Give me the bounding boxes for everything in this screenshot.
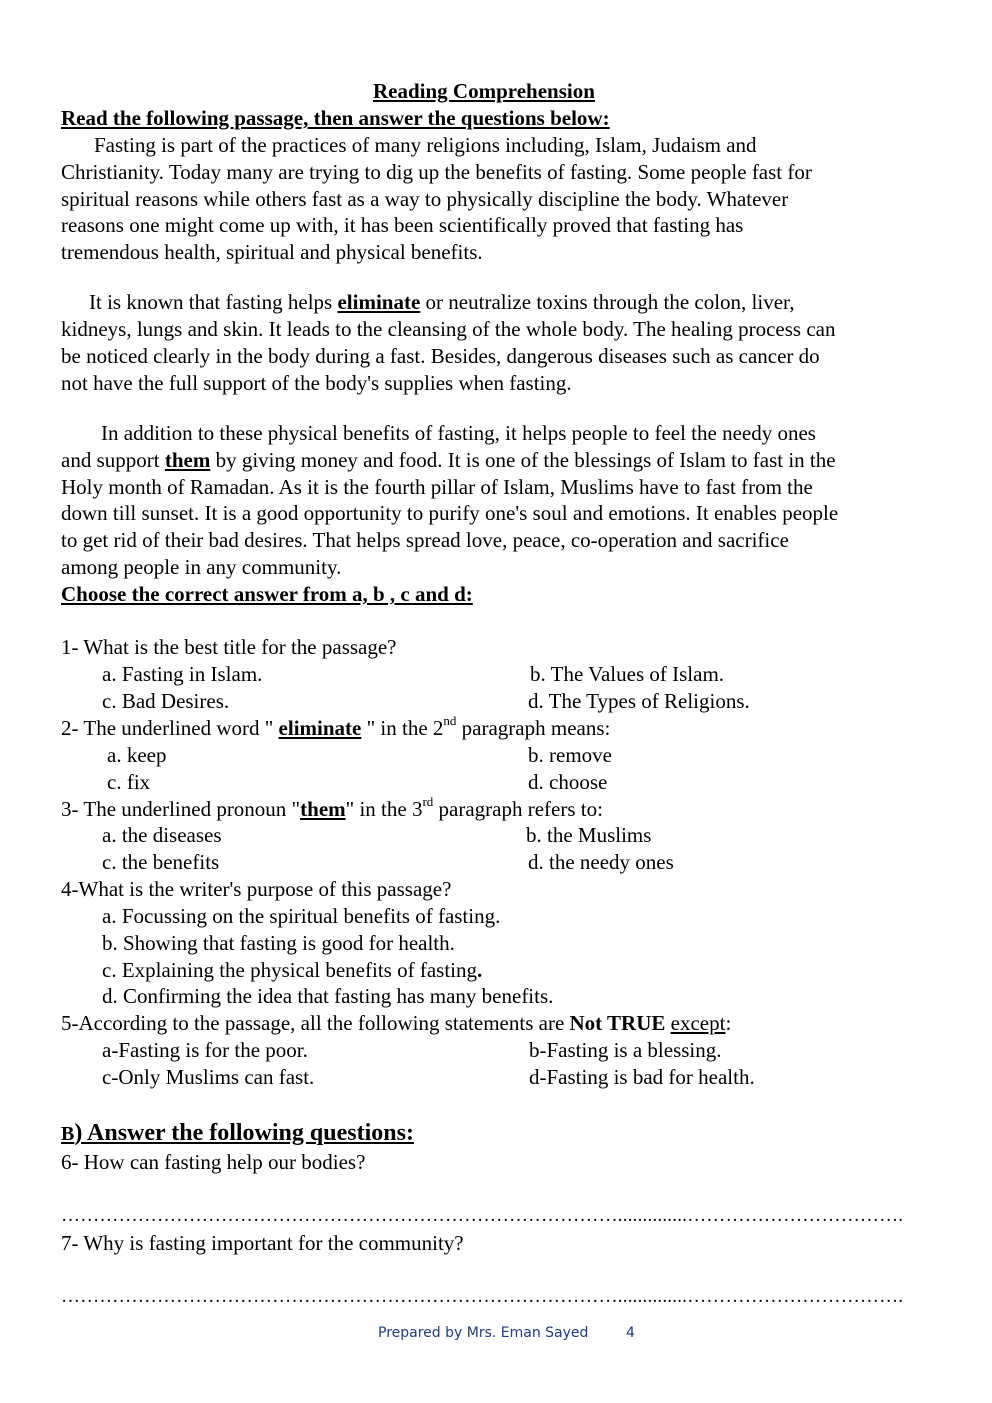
q5-text: 5-According to the passage, all the following statements are bbox=[61, 1011, 570, 1035]
passage-line: down till sunset. It is a good opportunity to purify one's soul and emotions. It enables people bbox=[61, 501, 839, 525]
section-b-title: ) Answer the following questions: bbox=[74, 1120, 414, 1146]
q1-option-c[interactable]: c. Bad Desires. bbox=[102, 689, 230, 713]
section-a-heading: Choose the correct answer from a, b , c and d: bbox=[61, 582, 473, 606]
passage-line: be noticed clearly in the body during a fast. Besides, dangerous diseases such as cancer do bbox=[61, 344, 820, 368]
q2-option-d[interactable]: d. choose bbox=[528, 770, 608, 794]
passage-text: It is known that fasting helps bbox=[89, 290, 338, 314]
passage-line: kidneys, lungs and skin. It leads to the cleansing of the whole body. The healing process can bbox=[61, 317, 836, 341]
q5-option-a[interactable]: a-Fasting is for the poor. bbox=[102, 1038, 308, 1062]
q2-option-b[interactable]: b. remove bbox=[528, 743, 612, 767]
passage-line bbox=[89, 292, 794, 313]
question-5 bbox=[61, 1013, 731, 1034]
page-footer bbox=[378, 1325, 635, 1341]
q3-keyword: them bbox=[300, 797, 346, 821]
footer-credit: Prepared by Mrs. Eman Sayed bbox=[378, 1325, 589, 1341]
q1-option-d[interactable]: d. The Types of Religions. bbox=[528, 689, 750, 713]
q5-text: : bbox=[725, 1011, 732, 1035]
q3-ordinal: rd bbox=[422, 794, 434, 809]
q4-option-b[interactable]: b. Showing that fasting is good for health. bbox=[102, 931, 455, 955]
passage-line: In addition to these physical benefits of fasting, it helps people to feel the needy ones bbox=[101, 421, 816, 445]
q5-option-b[interactable]: b-Fasting is a blessing. bbox=[529, 1038, 722, 1062]
q2-text: 2- The underlined word " bbox=[61, 716, 279, 740]
passage-line: to get rid of their bad desires. That helps spread love, peace, co-operation and sacrifice bbox=[61, 528, 789, 552]
passage-line: Holy month of Ramadan. As it is the fourth pillar of Islam, Muslims have to fast from the bbox=[61, 475, 813, 499]
section-b-heading bbox=[61, 1121, 414, 1145]
passage-line: tremendous health, spiritual and physical benefits. bbox=[61, 240, 483, 264]
q2-text: " in the 2 bbox=[361, 716, 444, 740]
q3-option-b[interactable]: b. the Muslims bbox=[526, 823, 652, 847]
q2-keyword: eliminate bbox=[278, 716, 362, 740]
page-title: Reading Comprehension bbox=[373, 79, 595, 103]
instruction: Read the following passage, then answer the questions below: bbox=[61, 106, 610, 130]
passage-line: Fasting is part of the practices of many religions including, Islam, Judaism and bbox=[94, 133, 757, 157]
passage-line: not have the full support of the body's supplies when fasting. bbox=[61, 371, 572, 395]
q2-ordinal: nd bbox=[443, 713, 457, 728]
passage-line: among people in any community. bbox=[61, 555, 342, 579]
q2-option-a[interactable]: a. keep bbox=[107, 743, 167, 767]
q3-text: " in the 3 bbox=[345, 797, 423, 821]
passage-text: and support bbox=[61, 448, 165, 472]
q5-option-c[interactable]: c-Only Muslims can fast. bbox=[102, 1065, 315, 1089]
question-1: 1- What is the best title for the passage? bbox=[61, 635, 397, 659]
q3-text: 3- The underlined pronoun " bbox=[61, 797, 301, 821]
q3-option-c[interactable]: c. the benefits bbox=[102, 850, 220, 874]
page-number: 4 bbox=[626, 1325, 635, 1341]
q4-option-d[interactable]: d. Confirming the idea that fasting has many benefits. bbox=[102, 984, 554, 1008]
q5-except: except bbox=[670, 1011, 726, 1035]
q5-not-true: Not TRUE bbox=[569, 1011, 666, 1035]
q5-option-d[interactable]: d-Fasting is bad for health. bbox=[529, 1065, 755, 1089]
q2-text: paragraph means: bbox=[456, 716, 611, 740]
passage-line: Christianity. Today many are trying to dig up the benefits of fasting. Some people fast for bbox=[61, 160, 812, 184]
answer-line-6[interactable]: ……………………………………………………………………………..............……………………………. bbox=[61, 1205, 904, 1226]
q4-option-c-text: c. Explaining the physical benefits of fasting bbox=[102, 958, 477, 982]
keyword-them: them bbox=[164, 448, 211, 472]
question-4: 4-What is the writer's purpose of this passage? bbox=[61, 877, 452, 901]
keyword-eliminate: eliminate bbox=[337, 290, 421, 314]
q2-option-c[interactable]: c. fix bbox=[107, 770, 151, 794]
q1-option-a[interactable]: a. Fasting in Islam. bbox=[102, 662, 263, 686]
passage-line: spiritual reasons while others fast as a way to physically discipline the body. Whatever bbox=[61, 187, 789, 211]
q4-option-c[interactable] bbox=[102, 960, 482, 981]
q3-option-a[interactable]: a. the diseases bbox=[102, 823, 222, 847]
passage-line bbox=[61, 450, 836, 471]
q3-option-d[interactable]: d. the needy ones bbox=[528, 850, 674, 874]
question-3 bbox=[61, 794, 603, 821]
section-b-letter: B bbox=[61, 1123, 75, 1145]
answer-line-7[interactable]: ……………………………………………………………………………..............……………………………. bbox=[61, 1286, 904, 1307]
q1-option-b[interactable]: b. The Values of Islam. bbox=[530, 662, 725, 686]
q4-option-c-period: . bbox=[477, 958, 483, 982]
passage-text: or neutralize toxins through the colon, liver, bbox=[420, 290, 795, 314]
q4-option-a[interactable]: a. Focussing on the spiritual benefits of fasting. bbox=[102, 904, 501, 928]
question-2 bbox=[61, 713, 611, 740]
passage-line: reasons one might come up with, it has been scientifically proved that fasting has bbox=[61, 213, 744, 237]
passage-text: by giving money and food. It is one of the blessings of Islam to fast in the bbox=[210, 448, 836, 472]
question-7: 7- Why is fasting important for the community? bbox=[61, 1231, 464, 1255]
question-6: 6- How can fasting help our bodies? bbox=[61, 1150, 366, 1174]
q3-text: paragraph refers to: bbox=[433, 797, 603, 821]
